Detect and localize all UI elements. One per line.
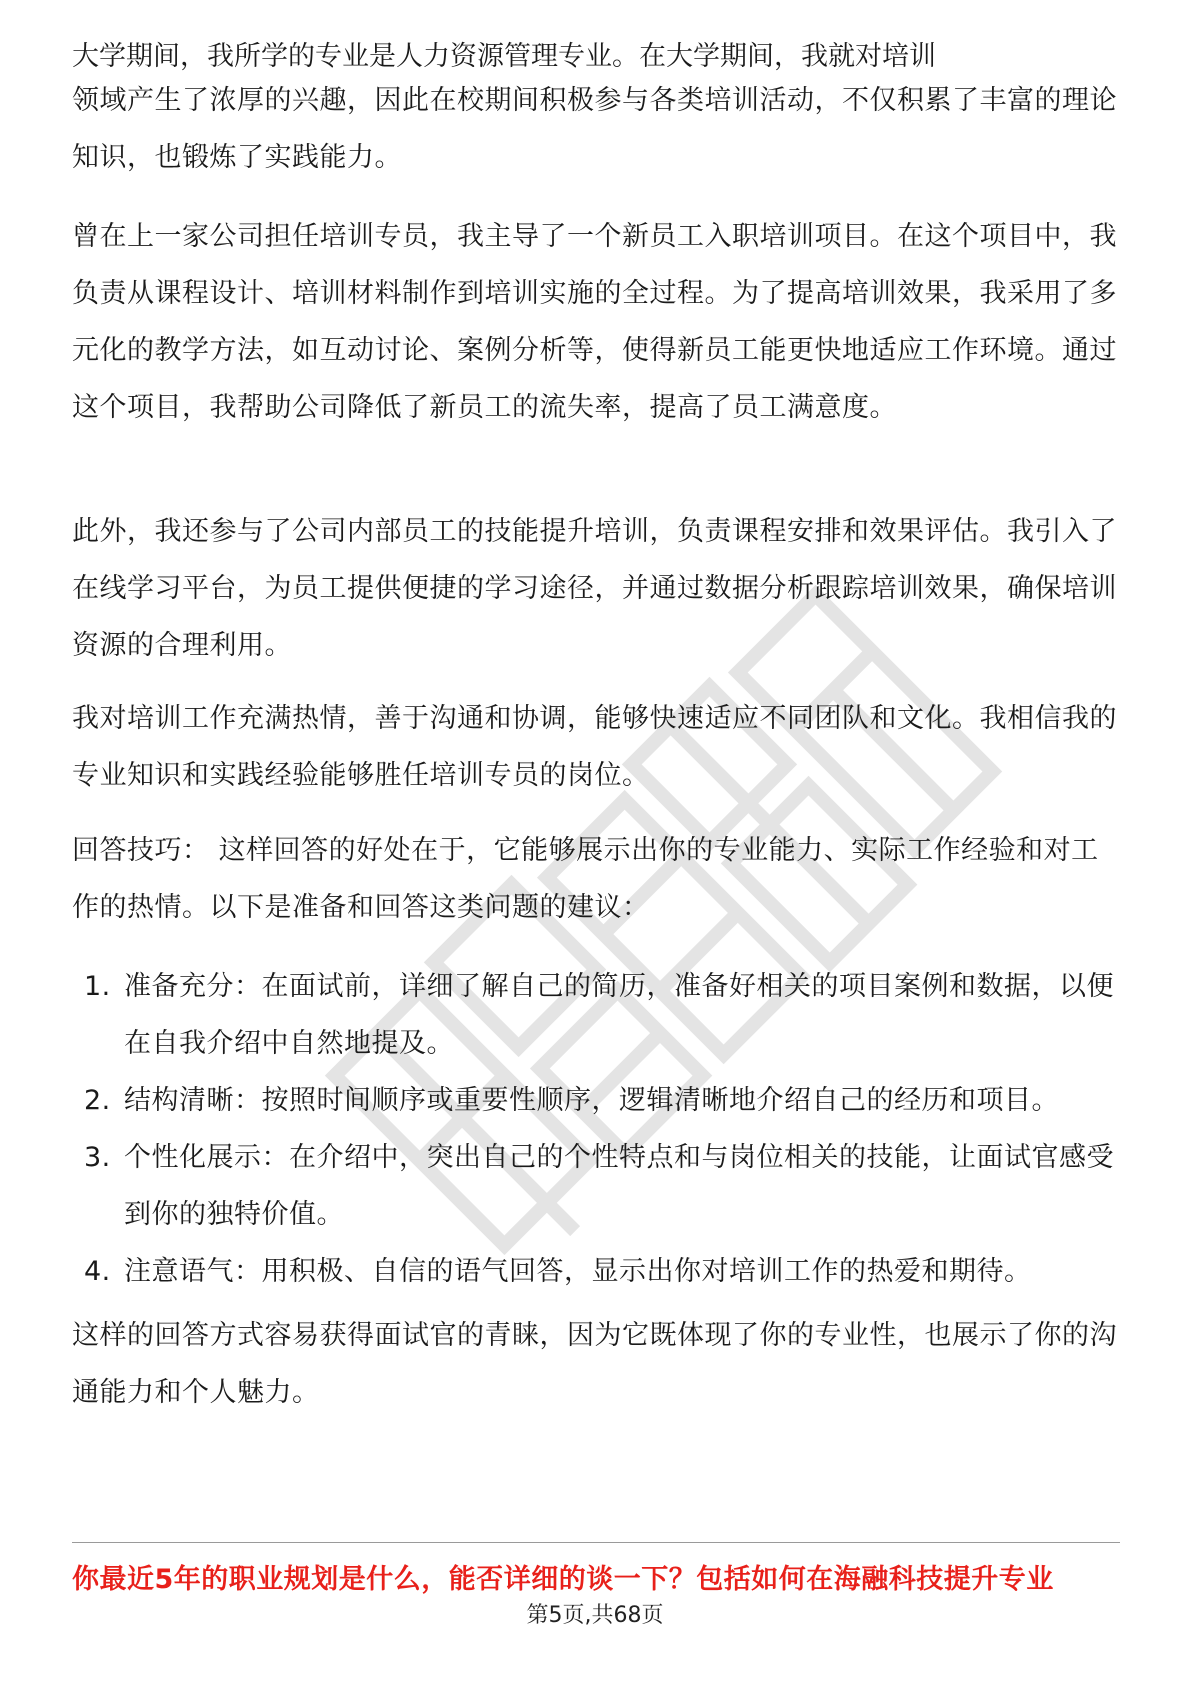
next-question-heading: 你最近5年的职业规划是什么，能否详细的谈一下？包括如何在海融科技提升专业	[72, 1564, 1054, 1595]
list-item-text: 准备充分：在面试前，详细了解自己的简历，准备好相关的项目案例和数据，以便在自我介绍中自然地提及。	[124, 971, 1114, 1059]
list-item-text: 结构清晰：按照时间顺序或重要性顺序，逻辑清晰地介绍自己的经历和项目。	[124, 1085, 1059, 1116]
list-item-number: 4.	[84, 1256, 111, 1287]
list-item	[72, 1129, 1120, 1243]
tips-list	[72, 958, 1120, 1300]
page-number: 第5页,共68页	[526, 1603, 664, 1628]
paragraph-closing: 这样的回答方式容易获得面试官的青睐，因为它既体现了你的专业性，也展示了你的沟通能力和个人魅力。	[72, 1320, 1117, 1408]
paragraph-previous-job: 曾在上一家公司担任培训专员，我主导了一个新员工入职培训项目。在这个项目中，我负责从课程设计、培训材料制作到培训实施的全过程。为了提高培训效果，我采用了多元化的教学方法，如互动讨论、案例分析等，使得新员工能更快地适应工作环境。通过这个项目，我帮助公司降低了新员工的流失率，提高了员工满意度。	[72, 221, 1117, 423]
paragraph-passion: 我对培训工作充满热情，善于沟通和协调，能够快速适应不同团队和文化。我相信我的专业知识和实践经验能够胜任培训专员的岗位。	[72, 703, 1117, 791]
list-item-text: 注意语气：用积极、自信的语气回答，显示出你对培训工作的热爱和期待。	[124, 1256, 1032, 1287]
list-item-number: 1.	[84, 971, 111, 1002]
footer-divider	[72, 1542, 1120, 1543]
cut-off-text-line: 大学期间，我所学的专业是人力资源管理专业。在大学期间，我就对培训	[72, 41, 936, 72]
list-item-number: 3.	[84, 1142, 111, 1173]
list-item-text: 个性化展示：在介绍中，突出自己的个性特点和与岗位相关的技能，让面试官感受到你的独特价值。	[124, 1142, 1114, 1230]
paragraph-answer-tips: 回答技巧： 这样回答的好处在于，它能够展示出你的专业能力、实际工作经验和对工作的热情。以下是准备和回答这类问题的建议：	[72, 835, 1099, 923]
paragraph-skill-training: 此外，我还参与了公司内部员工的技能提升培训，负责课程安排和效果评估。我引入了在线学习平台，为员工提供便捷的学习途径，并通过数据分析跟踪培训效果，确保培训资源的合理利用。	[72, 516, 1117, 661]
list-item	[72, 1243, 1120, 1300]
list-item	[72, 958, 1120, 1072]
list-item-number: 2.	[84, 1085, 111, 1116]
list-item	[72, 1072, 1120, 1129]
paragraph-education: 领域产生了浓厚的兴趣，因此在校期间积极参与各类培训活动，不仅积累了丰富的理论知识，也锻炼了实践能力。	[72, 85, 1117, 173]
